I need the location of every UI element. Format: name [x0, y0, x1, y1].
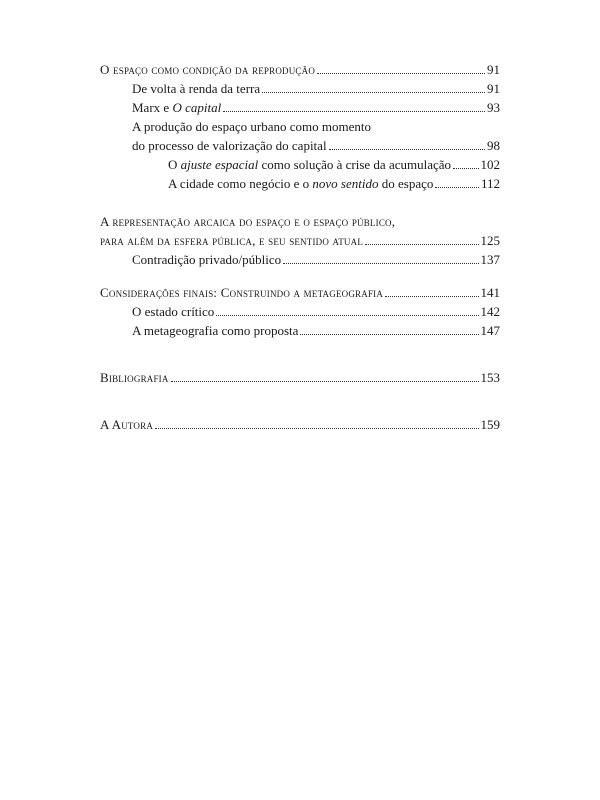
toc-entry-page: 91: [487, 62, 500, 77]
toc-entry-ajuste-espacial: [168, 155, 500, 174]
title-text: O: [168, 157, 181, 172]
toc-entry-marx-capital: [132, 98, 500, 117]
dot-leader: [453, 168, 478, 169]
dot-leader: [385, 296, 478, 297]
spacer: [100, 193, 500, 212]
toc-entry-representacao: [100, 231, 500, 250]
toc-entry-page: 125: [480, 233, 500, 248]
toc-entry-title: [132, 98, 221, 117]
toc-entry-page: 142: [480, 304, 500, 319]
spacer: [100, 269, 500, 283]
toc-entry-page: 153: [480, 370, 500, 385]
toc-entry-contradicao: [132, 250, 500, 269]
toc-entry-page: 93: [487, 100, 500, 115]
dot-leader: [435, 187, 479, 188]
toc-entry-renda-terra: [132, 79, 500, 98]
toc-entry-page: 102: [480, 157, 500, 172]
dot-leader: [365, 244, 478, 245]
dot-leader: [317, 73, 485, 74]
toc-entry-espaco-condicao: [100, 60, 500, 79]
dot-leader: [155, 428, 478, 429]
toc-entry-title: Bibliografia: [100, 370, 169, 385]
dot-leader: [223, 111, 485, 112]
toc-entry-title: Considerações finais: Construindo a metageografia: [100, 285, 384, 300]
toc-entry-metageografia: [132, 321, 500, 340]
dot-leader: [329, 149, 485, 150]
title-italic: ajuste espacial: [180, 157, 259, 172]
toc-entry-consideracoes: [100, 283, 500, 302]
dot-leader: [283, 263, 478, 264]
title-italic: O capital: [172, 100, 222, 115]
toc-entry-cidade-negocio: [168, 174, 500, 193]
table-of-contents: [100, 60, 500, 434]
title-text: A cidade como negócio e o: [168, 176, 313, 191]
title-text: Marx e: [132, 100, 173, 115]
title-text: como solução à crise da acumulação: [258, 157, 452, 172]
toc-entry-estado-critico: [132, 302, 500, 321]
dot-leader: [262, 92, 485, 93]
toc-entry-producao-line1: A produção do espaço urbano como momento: [132, 119, 371, 134]
toc-entry-title: A metageografia como proposta: [132, 323, 299, 338]
toc-entry-title: [168, 174, 433, 193]
spacer: [100, 387, 500, 415]
toc-entry-page: 91: [487, 81, 500, 96]
toc-entry-page: 141: [480, 285, 500, 300]
title-text: do espaço: [378, 176, 434, 191]
toc-entry-page: 159: [480, 417, 500, 432]
toc-entry-page: 147: [480, 323, 500, 338]
toc-entry-title: para além da esfera pública, e seu sentido atual: [100, 233, 364, 248]
dot-leader: [300, 334, 478, 335]
toc-entry-title: A Autora: [100, 417, 154, 432]
toc-entry-page: 98: [487, 138, 500, 153]
toc-entry-title: [168, 155, 451, 174]
toc-entry-producao: [132, 136, 500, 155]
toc-entry-bibliografia: [100, 368, 500, 387]
spacer: [100, 340, 500, 368]
toc-entry-title: do processo de valorização do capital: [132, 138, 327, 153]
title-italic: novo sentido: [312, 176, 379, 191]
toc-entry-title: Contradição privado/público: [132, 252, 282, 267]
dot-leader: [171, 381, 479, 382]
toc-entry-title: De volta à renda da terra: [132, 81, 261, 96]
toc-entry-autora: [100, 415, 500, 434]
toc-entry-title: O espaço como condição da reprodução: [100, 62, 316, 77]
toc-entry-page: 112: [480, 176, 500, 191]
toc-entry-representacao-line1: A representação arcaica do espaço e o espaço público,: [100, 214, 396, 229]
toc-entry-page: 137: [480, 252, 500, 267]
toc-entry-title: O estado crítico: [132, 304, 215, 319]
dot-leader: [216, 315, 478, 316]
